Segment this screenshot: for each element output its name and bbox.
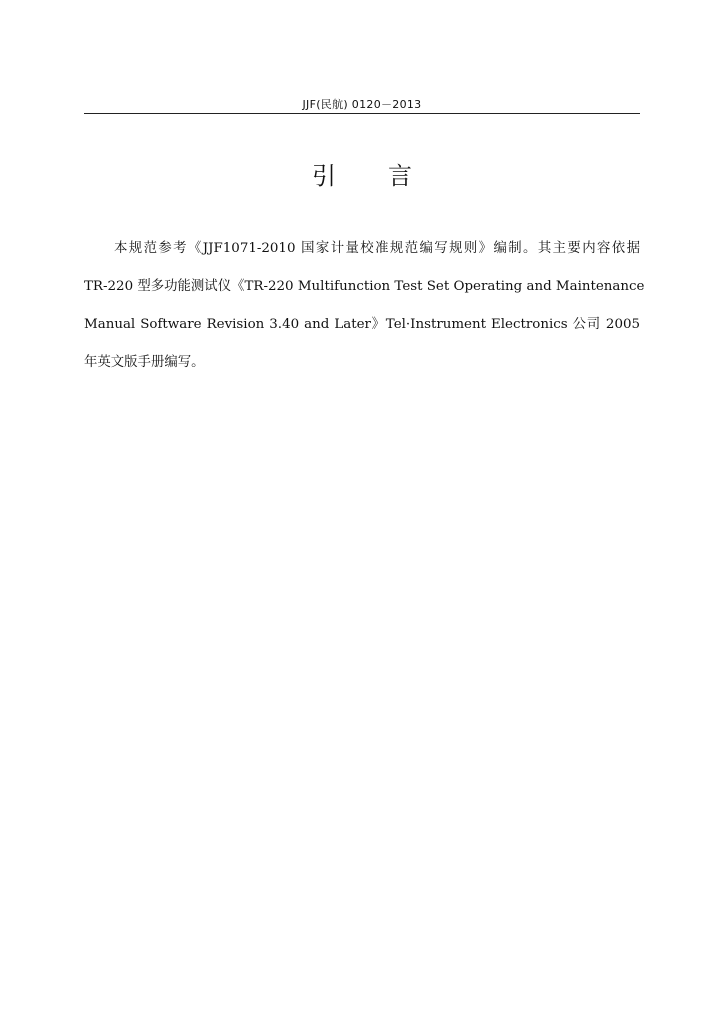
paragraph-line-2: TR-220 型多功能测试仪《TR-220 Multifunction Test Set Operating and Maintenance	[84, 279, 645, 294]
section-title-char-1: 引	[312, 162, 336, 190]
paragraph-line-3: Manual Software Revision 3.40 and Later》Tel·Instrument Electronics 公司 2005	[84, 317, 640, 332]
running-header: JJF(民航) 0120－2013	[302, 98, 422, 111]
section-title	[84, 156, 640, 191]
paragraph-line-1: 本规范参考《JJF1071-2010 国家计量校准规范编写规则》编制。其主要内容依据	[114, 241, 640, 256]
paragraph-line-4: 年英文版手册编写。	[84, 355, 205, 370]
section-title-char-2: 言	[388, 162, 412, 190]
header-rule	[84, 113, 640, 114]
